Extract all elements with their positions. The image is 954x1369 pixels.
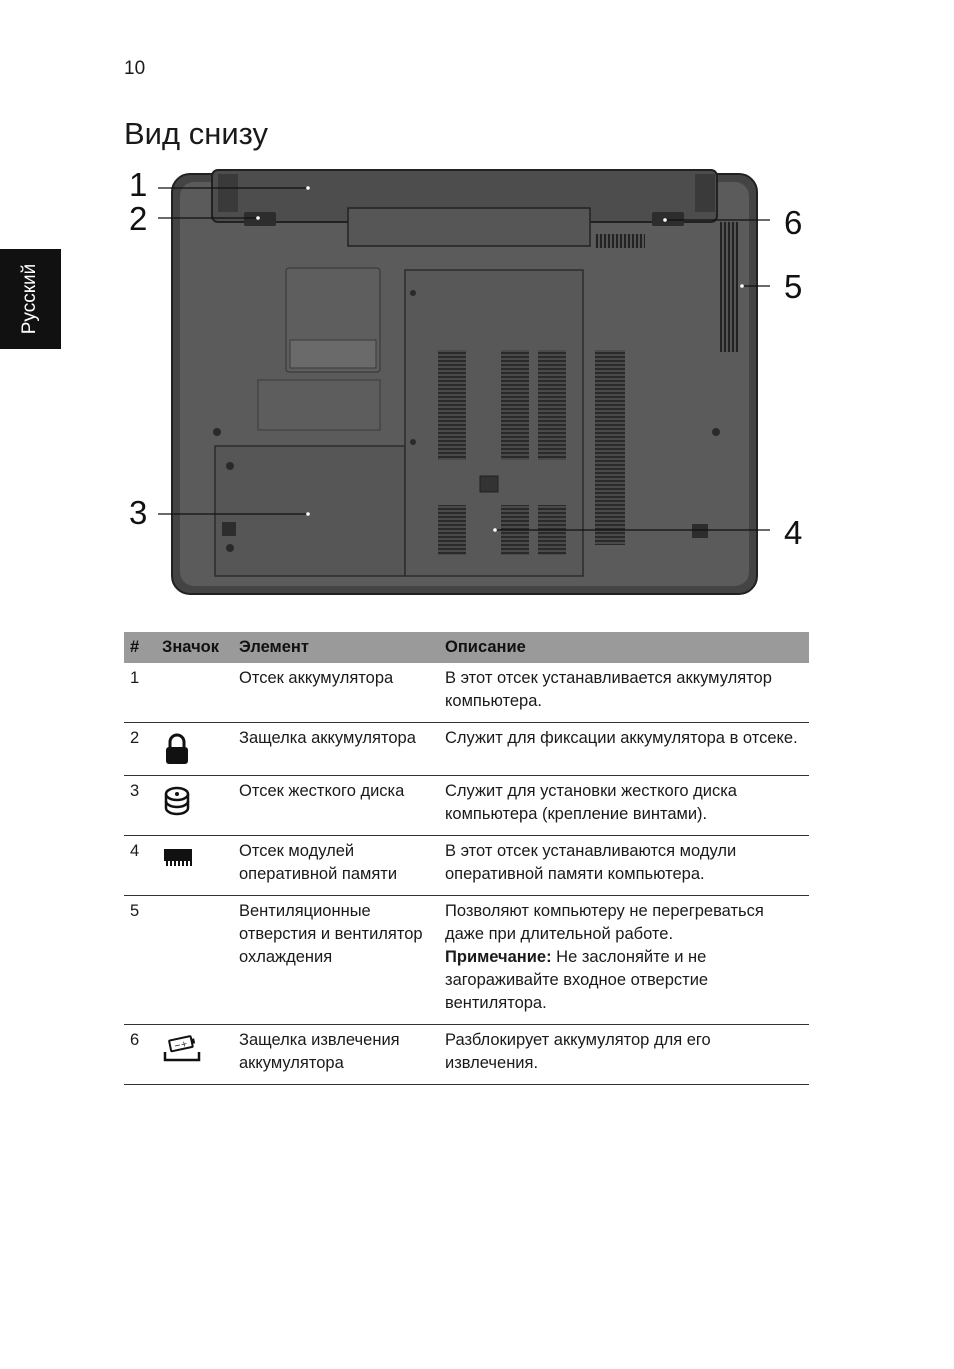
laptop-bottom-figure [120, 160, 820, 600]
row-number: 2 [124, 723, 156, 776]
header-icon: Значок [156, 632, 233, 663]
row-number: 3 [124, 776, 156, 836]
row-icon [156, 663, 233, 723]
row-icon [156, 836, 233, 896]
hdd-bay [215, 446, 405, 576]
callout-1: 1 [129, 166, 148, 203]
callout-2: 2 [129, 200, 148, 237]
row-element: Отсек жесткого диска [233, 776, 439, 836]
row-element: Защелка аккумулятора [233, 723, 439, 776]
row-number: 4 [124, 836, 156, 896]
header-description: Описание [439, 632, 809, 663]
table-row [124, 663, 809, 723]
components-table [124, 632, 809, 1085]
battery-release-latch [652, 212, 684, 226]
table-row [124, 723, 809, 776]
header-number: # [124, 632, 156, 663]
callout-3: 3 [129, 494, 148, 531]
description-text: Позволяют компьютеру не перегреваться даже при длительной работе. [445, 902, 764, 943]
row-description [439, 896, 809, 1025]
note-text: Не заслоняйте и не загораживайте входное отверстие вентилятора. [445, 948, 709, 1012]
page-title: Вид снизу [124, 116, 268, 151]
language-side-tab [0, 249, 61, 349]
row-number: 1 [124, 663, 156, 723]
table-row [124, 896, 809, 1025]
row-icon [156, 896, 233, 1025]
memory-module-icon [162, 845, 194, 869]
row-icon [156, 723, 233, 776]
language-tab-label: Русский [19, 263, 40, 335]
row-description: Разблокирует аккумулятор для его извлечения. [439, 1025, 809, 1085]
page-number: 10 [124, 58, 146, 79]
hard-disk-icon [162, 785, 192, 817]
battery-lock-latch [244, 212, 276, 226]
table-row [124, 776, 809, 836]
row-element: Защелка извлечения аккумулятора [233, 1025, 439, 1085]
row-description: Служит для установки жесткого диска компьютера (крепление винтами). [439, 776, 809, 836]
lock-icon [162, 732, 192, 766]
laptop-bottom-illustration [120, 160, 820, 600]
note-label: Примечание: [445, 948, 552, 966]
row-element: Вентиляционные отверстия и вентилятор охлаждения [233, 896, 439, 1025]
row-number: 5 [124, 896, 156, 1025]
callout-5: 5 [784, 268, 803, 305]
table-row [124, 836, 809, 896]
row-icon [156, 776, 233, 836]
table-row [124, 1025, 809, 1085]
fan-vents [720, 222, 738, 352]
row-number: 6 [124, 1025, 156, 1085]
callout-6: 6 [784, 204, 803, 241]
header-element: Элемент [233, 632, 439, 663]
table-header-row [124, 632, 809, 663]
svg-text:−+: −+ [173, 1038, 189, 1051]
row-description: В этот отсек устанавливается аккумулятор компьютера. [439, 663, 809, 723]
row-description: Служит для фиксации аккумулятора в отсеке. [439, 723, 809, 776]
row-icon [156, 1025, 233, 1085]
row-element: Отсек модулей оперативной памяти [233, 836, 439, 896]
row-element: Отсек аккумулятора [233, 663, 439, 723]
callout-4: 4 [784, 514, 803, 551]
battery-release-icon [162, 1034, 202, 1064]
row-description: В этот отсек устанавливаются модули оперативной памяти компьютера. [439, 836, 809, 896]
